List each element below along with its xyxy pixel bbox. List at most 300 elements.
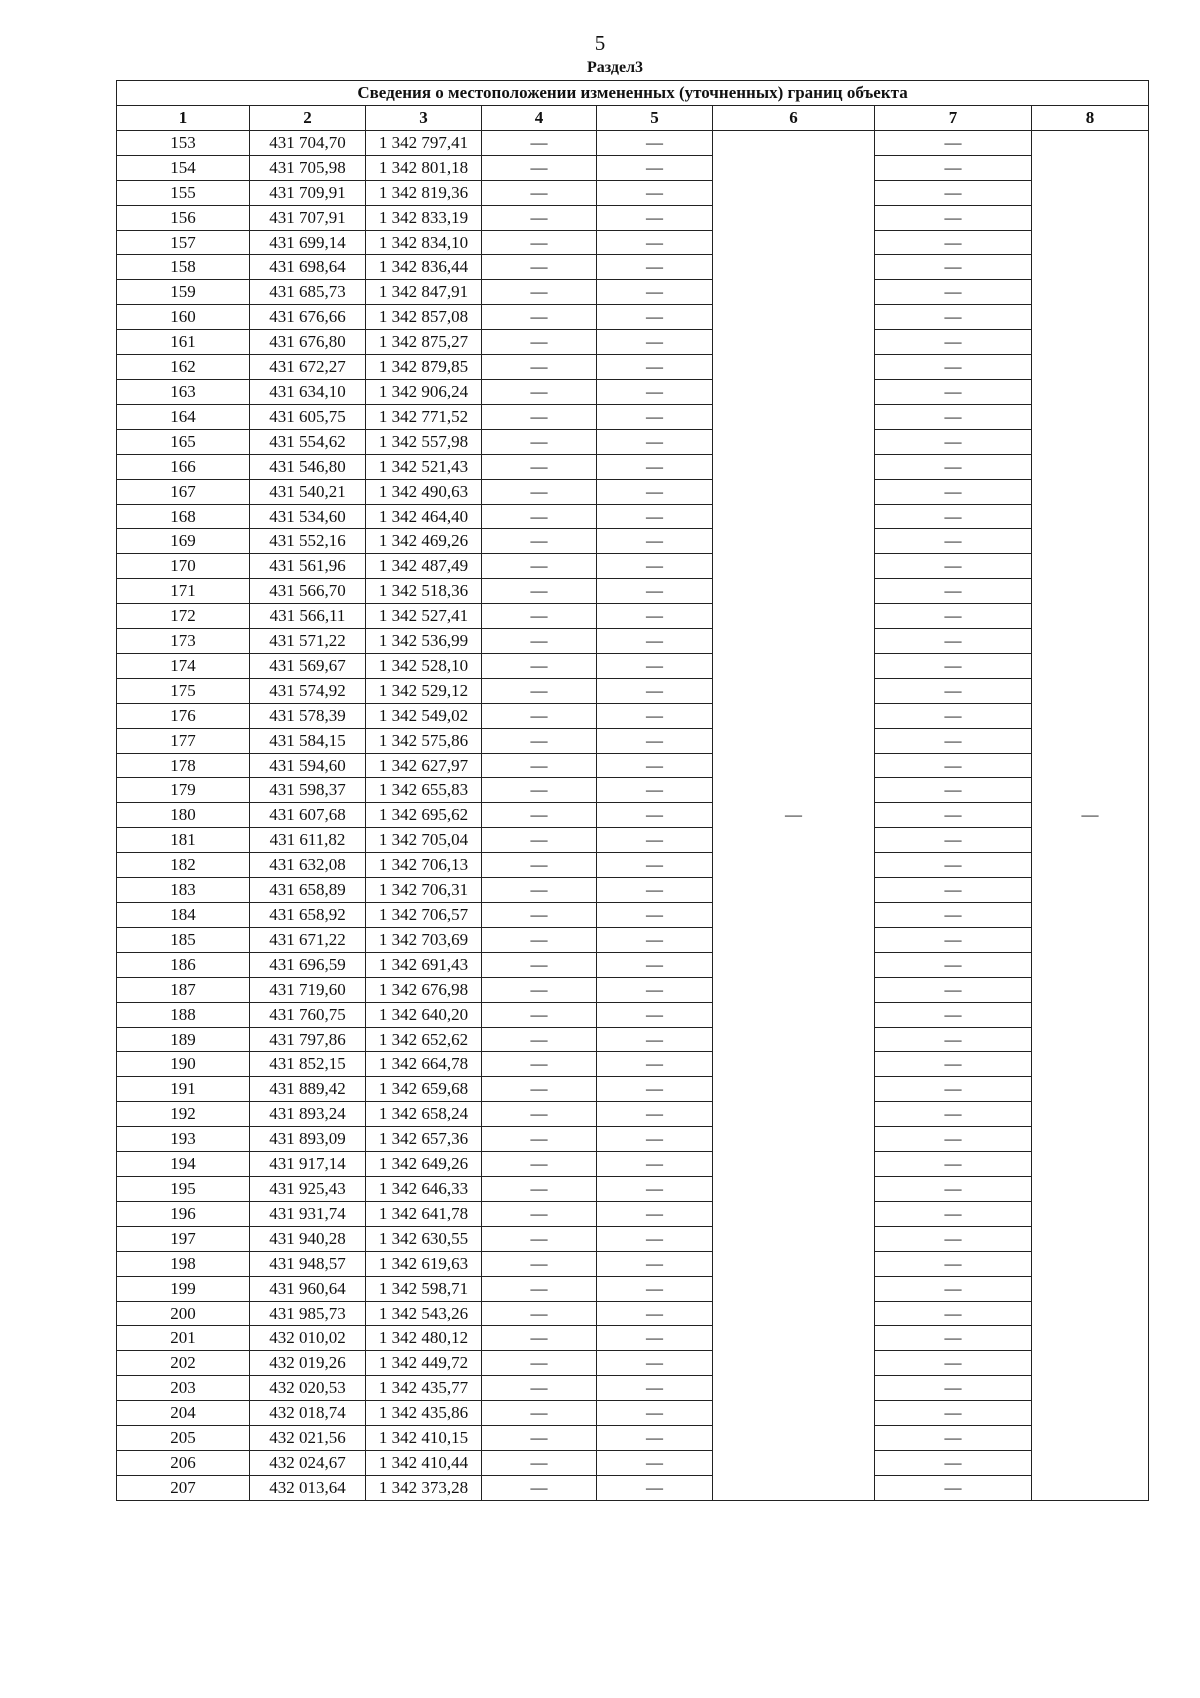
- col5-dash-cell: —: [597, 504, 713, 529]
- col5-dash-cell: —: [597, 778, 713, 803]
- col5-dash-cell: —: [597, 1376, 713, 1401]
- table-row: [117, 180, 1149, 205]
- table-row: [117, 653, 1149, 678]
- y-coordinate-cell: 1 342 536,99: [366, 629, 482, 654]
- col4-dash-cell: —: [482, 1176, 597, 1201]
- col4-dash-cell: —: [482, 753, 597, 778]
- col7-dash-cell: —: [875, 1127, 1032, 1152]
- x-coordinate-cell: 431 699,14: [250, 230, 366, 255]
- col7-dash-cell: —: [875, 454, 1032, 479]
- x-coordinate-cell: 431 571,22: [250, 629, 366, 654]
- x-coordinate-cell: 432 010,02: [250, 1326, 366, 1351]
- col7-dash-cell: —: [875, 1077, 1032, 1102]
- col7-dash-cell: —: [875, 504, 1032, 529]
- col4-dash-cell: —: [482, 1152, 597, 1177]
- col7-dash-cell: —: [875, 604, 1032, 629]
- col7-dash-cell: —: [875, 529, 1032, 554]
- col4-dash-cell: —: [482, 529, 597, 554]
- x-coordinate-cell: 431 685,73: [250, 280, 366, 305]
- col4-dash-cell: —: [482, 205, 597, 230]
- point-number-cell: 187: [117, 977, 250, 1002]
- y-coordinate-cell: 1 342 695,62: [366, 803, 482, 828]
- y-coordinate-cell: 1 342 658,24: [366, 1102, 482, 1127]
- x-coordinate-cell: 431 719,60: [250, 977, 366, 1002]
- col7-dash-cell: —: [875, 1475, 1032, 1500]
- col4-dash-cell: —: [482, 1276, 597, 1301]
- col4-dash-cell: —: [482, 1401, 597, 1426]
- table-row: [117, 429, 1149, 454]
- table-row: [117, 355, 1149, 380]
- y-coordinate-cell: 1 342 464,40: [366, 504, 482, 529]
- x-coordinate-cell: 431 676,80: [250, 330, 366, 355]
- point-number-cell: 157: [117, 230, 250, 255]
- col4-dash-cell: —: [482, 1027, 597, 1052]
- table-row: [117, 1326, 1149, 1351]
- point-number-cell: 196: [117, 1201, 250, 1226]
- col6-merged-cell: —: [713, 130, 875, 1500]
- table-row: [117, 1251, 1149, 1276]
- x-coordinate-cell: 432 024,67: [250, 1450, 366, 1475]
- x-coordinate-cell: 432 021,56: [250, 1426, 366, 1451]
- col5-dash-cell: —: [597, 703, 713, 728]
- col5-dash-cell: —: [597, 1401, 713, 1426]
- col7-dash-cell: —: [875, 903, 1032, 928]
- y-coordinate-cell: 1 342 518,36: [366, 579, 482, 604]
- column-header: 8: [1032, 106, 1149, 131]
- table-row: [117, 903, 1149, 928]
- col4-dash-cell: —: [482, 280, 597, 305]
- y-coordinate-cell: 1 342 655,83: [366, 778, 482, 803]
- point-number-cell: 182: [117, 853, 250, 878]
- x-coordinate-cell: 431 671,22: [250, 927, 366, 952]
- col7-dash-cell: —: [875, 678, 1032, 703]
- y-coordinate-cell: 1 342 797,41: [366, 130, 482, 155]
- x-coordinate-cell: 431 985,73: [250, 1301, 366, 1326]
- col5-dash-cell: —: [597, 678, 713, 703]
- point-number-cell: 180: [117, 803, 250, 828]
- col7-dash-cell: —: [875, 379, 1032, 404]
- x-coordinate-cell: 431 594,60: [250, 753, 366, 778]
- col4-dash-cell: —: [482, 1052, 597, 1077]
- x-coordinate-cell: 431 672,27: [250, 355, 366, 380]
- point-number-cell: 197: [117, 1226, 250, 1251]
- point-number-cell: 161: [117, 330, 250, 355]
- table-row: [117, 728, 1149, 753]
- x-coordinate-cell: 431 534,60: [250, 504, 366, 529]
- point-number-cell: 205: [117, 1426, 250, 1451]
- col5-dash-cell: —: [597, 1027, 713, 1052]
- col7-dash-cell: —: [875, 1002, 1032, 1027]
- x-coordinate-cell: 431 893,09: [250, 1127, 366, 1152]
- point-number-cell: 168: [117, 504, 250, 529]
- col5-dash-cell: —: [597, 753, 713, 778]
- col4-dash-cell: —: [482, 230, 597, 255]
- col7-dash-cell: —: [875, 180, 1032, 205]
- x-coordinate-cell: 431 584,15: [250, 728, 366, 753]
- table-row: [117, 255, 1149, 280]
- x-coordinate-cell: 431 658,92: [250, 903, 366, 928]
- y-coordinate-cell: 1 342 857,08: [366, 305, 482, 330]
- col5-dash-cell: —: [597, 1450, 713, 1475]
- y-coordinate-cell: 1 342 649,26: [366, 1152, 482, 1177]
- col4-dash-cell: —: [482, 629, 597, 654]
- point-number-cell: 173: [117, 629, 250, 654]
- col5-dash-cell: —: [597, 803, 713, 828]
- col7-dash-cell: —: [875, 205, 1032, 230]
- table-row: [117, 1426, 1149, 1451]
- col5-dash-cell: —: [597, 305, 713, 330]
- point-number-cell: 174: [117, 653, 250, 678]
- y-coordinate-cell: 1 342 410,15: [366, 1426, 482, 1451]
- table-row: [117, 1176, 1149, 1201]
- col5-dash-cell: —: [597, 828, 713, 853]
- col5-dash-cell: —: [597, 1475, 713, 1500]
- col4-dash-cell: —: [482, 903, 597, 928]
- col7-dash-cell: —: [875, 230, 1032, 255]
- y-coordinate-cell: 1 342 703,69: [366, 927, 482, 952]
- table-row: [117, 604, 1149, 629]
- col4-dash-cell: —: [482, 653, 597, 678]
- col5-dash-cell: —: [597, 529, 713, 554]
- x-coordinate-cell: 431 605,75: [250, 404, 366, 429]
- x-coordinate-cell: 431 676,66: [250, 305, 366, 330]
- y-coordinate-cell: 1 342 705,04: [366, 828, 482, 853]
- x-coordinate-cell: 431 552,16: [250, 529, 366, 554]
- y-coordinate-cell: 1 342 906,24: [366, 379, 482, 404]
- x-coordinate-cell: 431 698,64: [250, 255, 366, 280]
- y-coordinate-cell: 1 342 652,62: [366, 1027, 482, 1052]
- col7-dash-cell: —: [875, 878, 1032, 903]
- col5-dash-cell: —: [597, 1276, 713, 1301]
- point-number-cell: 159: [117, 280, 250, 305]
- col5-dash-cell: —: [597, 1102, 713, 1127]
- point-number-cell: 167: [117, 479, 250, 504]
- col4-dash-cell: —: [482, 952, 597, 977]
- x-coordinate-cell: 431 566,70: [250, 579, 366, 604]
- col5-dash-cell: —: [597, 1426, 713, 1451]
- col5-dash-cell: —: [597, 952, 713, 977]
- table-row: [117, 554, 1149, 579]
- table-row: [117, 1127, 1149, 1152]
- point-number-cell: 170: [117, 554, 250, 579]
- col4-dash-cell: —: [482, 803, 597, 828]
- point-number-cell: 160: [117, 305, 250, 330]
- y-coordinate-cell: 1 342 435,86: [366, 1401, 482, 1426]
- table-row: [117, 828, 1149, 853]
- col4-dash-cell: —: [482, 504, 597, 529]
- y-coordinate-cell: 1 342 706,13: [366, 853, 482, 878]
- y-coordinate-cell: 1 342 619,63: [366, 1251, 482, 1276]
- col7-dash-cell: —: [875, 977, 1032, 1002]
- table-row: [117, 703, 1149, 728]
- table-row: [117, 1027, 1149, 1052]
- table-row: [117, 479, 1149, 504]
- table-row: [117, 678, 1149, 703]
- x-coordinate-cell: 431 760,75: [250, 1002, 366, 1027]
- y-coordinate-cell: 1 342 449,72: [366, 1351, 482, 1376]
- point-number-cell: 190: [117, 1052, 250, 1077]
- x-coordinate-cell: 432 020,53: [250, 1376, 366, 1401]
- column-header: 4: [482, 106, 597, 131]
- point-number-cell: 203: [117, 1376, 250, 1401]
- table-row: [117, 629, 1149, 654]
- col5-dash-cell: —: [597, 1251, 713, 1276]
- table-row: [117, 404, 1149, 429]
- col7-dash-cell: —: [875, 653, 1032, 678]
- y-coordinate-cell: 1 342 469,26: [366, 529, 482, 554]
- col5-dash-cell: —: [597, 330, 713, 355]
- table-row: [117, 952, 1149, 977]
- column-header: 3: [366, 106, 482, 131]
- col7-dash-cell: —: [875, 1426, 1032, 1451]
- col7-dash-cell: —: [875, 579, 1032, 604]
- table-row: [117, 1475, 1149, 1500]
- y-coordinate-cell: 1 342 487,49: [366, 554, 482, 579]
- table-row: [117, 130, 1149, 155]
- col4-dash-cell: —: [482, 977, 597, 1002]
- table-row: [117, 579, 1149, 604]
- x-coordinate-cell: 431 598,37: [250, 778, 366, 803]
- y-coordinate-cell: 1 342 879,85: [366, 355, 482, 380]
- x-coordinate-cell: 431 960,64: [250, 1276, 366, 1301]
- y-coordinate-cell: 1 342 549,02: [366, 703, 482, 728]
- col5-dash-cell: —: [597, 1152, 713, 1177]
- table-row: [117, 155, 1149, 180]
- x-coordinate-cell: 431 561,96: [250, 554, 366, 579]
- point-number-cell: 194: [117, 1152, 250, 1177]
- x-coordinate-cell: 431 632,08: [250, 853, 366, 878]
- y-coordinate-cell: 1 342 706,57: [366, 903, 482, 928]
- col4-dash-cell: —: [482, 1226, 597, 1251]
- point-number-cell: 177: [117, 728, 250, 753]
- point-number-cell: 153: [117, 130, 250, 155]
- col5-dash-cell: —: [597, 255, 713, 280]
- y-coordinate-cell: 1 342 410,44: [366, 1450, 482, 1475]
- x-coordinate-cell: 431 658,89: [250, 878, 366, 903]
- col7-dash-cell: —: [875, 1401, 1032, 1426]
- col5-dash-cell: —: [597, 1176, 713, 1201]
- col7-dash-cell: —: [875, 1301, 1032, 1326]
- col5-dash-cell: —: [597, 903, 713, 928]
- table-row: [117, 504, 1149, 529]
- col7-dash-cell: —: [875, 952, 1032, 977]
- point-number-cell: 199: [117, 1276, 250, 1301]
- col4-dash-cell: —: [482, 1301, 597, 1326]
- y-coordinate-cell: 1 342 801,18: [366, 155, 482, 180]
- point-number-cell: 186: [117, 952, 250, 977]
- y-coordinate-cell: 1 342 557,98: [366, 429, 482, 454]
- col7-dash-cell: —: [875, 355, 1032, 380]
- point-number-cell: 192: [117, 1102, 250, 1127]
- column-header: 5: [597, 106, 713, 131]
- table-row: [117, 1201, 1149, 1226]
- point-number-cell: 200: [117, 1301, 250, 1326]
- point-number-cell: 166: [117, 454, 250, 479]
- col7-dash-cell: —: [875, 429, 1032, 454]
- col5-dash-cell: —: [597, 853, 713, 878]
- column-header: 7: [875, 106, 1032, 131]
- point-number-cell: 154: [117, 155, 250, 180]
- y-coordinate-cell: 1 342 833,19: [366, 205, 482, 230]
- point-number-cell: 184: [117, 903, 250, 928]
- point-number-cell: 164: [117, 404, 250, 429]
- point-number-cell: 155: [117, 180, 250, 205]
- y-coordinate-cell: 1 342 543,26: [366, 1301, 482, 1326]
- col4-dash-cell: —: [482, 1426, 597, 1451]
- x-coordinate-cell: 431 611,82: [250, 828, 366, 853]
- y-coordinate-cell: 1 342 490,63: [366, 479, 482, 504]
- col5-dash-cell: —: [597, 878, 713, 903]
- table-row: [117, 305, 1149, 330]
- x-coordinate-cell: 431 634,10: [250, 379, 366, 404]
- y-coordinate-cell: 1 342 676,98: [366, 977, 482, 1002]
- col4-dash-cell: —: [482, 180, 597, 205]
- point-number-cell: 207: [117, 1475, 250, 1500]
- y-coordinate-cell: 1 342 847,91: [366, 280, 482, 305]
- table-row: [117, 1226, 1149, 1251]
- col4-dash-cell: —: [482, 454, 597, 479]
- y-coordinate-cell: 1 342 480,12: [366, 1326, 482, 1351]
- y-coordinate-cell: 1 342 630,55: [366, 1226, 482, 1251]
- col7-dash-cell: —: [875, 155, 1032, 180]
- table-row: [117, 379, 1149, 404]
- col5-dash-cell: —: [597, 1201, 713, 1226]
- point-number-cell: 176: [117, 703, 250, 728]
- col4-dash-cell: —: [482, 355, 597, 380]
- col5-dash-cell: —: [597, 130, 713, 155]
- y-coordinate-cell: 1 342 834,10: [366, 230, 482, 255]
- table-row: [117, 853, 1149, 878]
- point-number-cell: 195: [117, 1176, 250, 1201]
- col5-dash-cell: —: [597, 629, 713, 654]
- point-number-cell: 158: [117, 255, 250, 280]
- table-row: [117, 1052, 1149, 1077]
- col4-dash-cell: —: [482, 255, 597, 280]
- x-coordinate-cell: 431 925,43: [250, 1176, 366, 1201]
- y-coordinate-cell: 1 342 691,43: [366, 952, 482, 977]
- table-row: [117, 330, 1149, 355]
- point-number-cell: 188: [117, 1002, 250, 1027]
- col7-dash-cell: —: [875, 1176, 1032, 1201]
- y-coordinate-cell: 1 342 706,31: [366, 878, 482, 903]
- x-coordinate-cell: 431 797,86: [250, 1027, 366, 1052]
- table-row: [117, 927, 1149, 952]
- point-number-cell: 202: [117, 1351, 250, 1376]
- coordinates-table: [116, 80, 1149, 1501]
- x-coordinate-cell: 432 013,64: [250, 1475, 366, 1500]
- col5-dash-cell: —: [597, 404, 713, 429]
- col5-dash-cell: —: [597, 579, 713, 604]
- col7-dash-cell: —: [875, 803, 1032, 828]
- col7-dash-cell: —: [875, 330, 1032, 355]
- y-coordinate-cell: 1 342 528,10: [366, 653, 482, 678]
- col7-dash-cell: —: [875, 305, 1032, 330]
- col4-dash-cell: —: [482, 1201, 597, 1226]
- col7-dash-cell: —: [875, 703, 1032, 728]
- col5-dash-cell: —: [597, 1351, 713, 1376]
- col8-merged-cell: —: [1032, 130, 1149, 1500]
- col5-dash-cell: —: [597, 454, 713, 479]
- point-number-cell: 175: [117, 678, 250, 703]
- col7-dash-cell: —: [875, 828, 1032, 853]
- col7-dash-cell: —: [875, 1276, 1032, 1301]
- point-number-cell: 171: [117, 579, 250, 604]
- header-row: [117, 106, 1149, 131]
- col7-dash-cell: —: [875, 1027, 1032, 1052]
- point-number-cell: 189: [117, 1027, 250, 1052]
- col4-dash-cell: —: [482, 479, 597, 504]
- point-number-cell: 163: [117, 379, 250, 404]
- x-coordinate-cell: 431 705,98: [250, 155, 366, 180]
- col4-dash-cell: —: [482, 1326, 597, 1351]
- y-coordinate-cell: 1 342 627,97: [366, 753, 482, 778]
- x-coordinate-cell: 431 574,92: [250, 678, 366, 703]
- col4-dash-cell: —: [482, 853, 597, 878]
- x-coordinate-cell: 431 540,21: [250, 479, 366, 504]
- table-row: [117, 778, 1149, 803]
- y-coordinate-cell: 1 342 641,78: [366, 1201, 482, 1226]
- column-header: 6: [713, 106, 875, 131]
- col4-dash-cell: —: [482, 429, 597, 454]
- y-coordinate-cell: 1 342 529,12: [366, 678, 482, 703]
- col5-dash-cell: —: [597, 355, 713, 380]
- col4-dash-cell: —: [482, 330, 597, 355]
- y-coordinate-cell: 1 342 527,41: [366, 604, 482, 629]
- col4-dash-cell: —: [482, 927, 597, 952]
- table-row: [117, 1102, 1149, 1127]
- table-row: [117, 529, 1149, 554]
- table-row: [117, 454, 1149, 479]
- col5-dash-cell: —: [597, 977, 713, 1002]
- y-coordinate-cell: 1 342 836,44: [366, 255, 482, 280]
- col5-dash-cell: —: [597, 1002, 713, 1027]
- table-row: [117, 205, 1149, 230]
- col4-dash-cell: —: [482, 1102, 597, 1127]
- x-coordinate-cell: 432 018,74: [250, 1401, 366, 1426]
- col4-dash-cell: —: [482, 1351, 597, 1376]
- table-row: [117, 1401, 1149, 1426]
- table-row: [117, 1002, 1149, 1027]
- col4-dash-cell: —: [482, 1251, 597, 1276]
- col5-dash-cell: —: [597, 1226, 713, 1251]
- x-coordinate-cell: 431 917,14: [250, 1152, 366, 1177]
- y-coordinate-cell: 1 342 819,36: [366, 180, 482, 205]
- table-row: [117, 1152, 1149, 1177]
- col7-dash-cell: —: [875, 778, 1032, 803]
- col7-dash-cell: —: [875, 404, 1032, 429]
- column-header: 2: [250, 106, 366, 131]
- point-number-cell: 165: [117, 429, 250, 454]
- col4-dash-cell: —: [482, 579, 597, 604]
- col5-dash-cell: —: [597, 230, 713, 255]
- col4-dash-cell: —: [482, 1077, 597, 1102]
- x-coordinate-cell: 431 940,28: [250, 1226, 366, 1251]
- point-number-cell: 206: [117, 1450, 250, 1475]
- col7-dash-cell: —: [875, 1152, 1032, 1177]
- col7-dash-cell: —: [875, 1450, 1032, 1475]
- col4-dash-cell: —: [482, 678, 597, 703]
- col4-dash-cell: —: [482, 379, 597, 404]
- col5-dash-cell: —: [597, 1052, 713, 1077]
- col5-dash-cell: —: [597, 653, 713, 678]
- point-number-cell: 193: [117, 1127, 250, 1152]
- y-coordinate-cell: 1 342 521,43: [366, 454, 482, 479]
- y-coordinate-cell: 1 342 646,33: [366, 1176, 482, 1201]
- table-caption: Сведения о местоположении измененных (уточненных) границ объекта: [117, 81, 1149, 106]
- col4-dash-cell: —: [482, 305, 597, 330]
- table-row: [117, 977, 1149, 1002]
- col7-dash-cell: —: [875, 130, 1032, 155]
